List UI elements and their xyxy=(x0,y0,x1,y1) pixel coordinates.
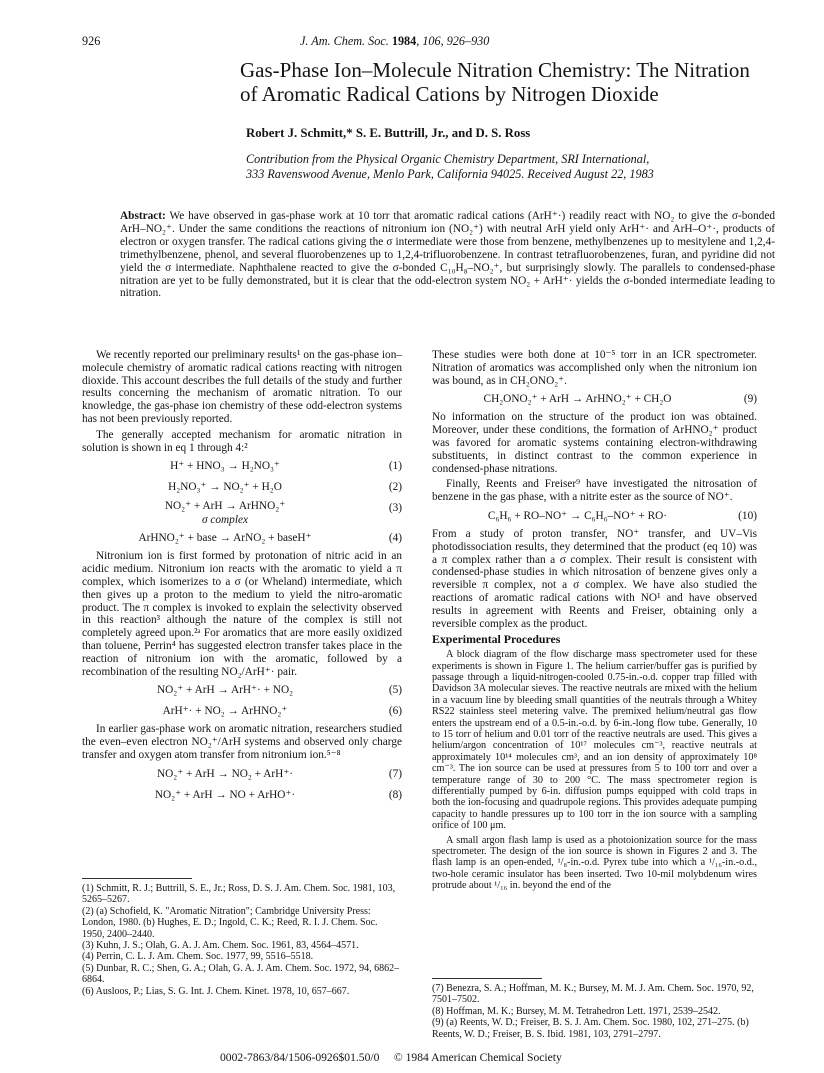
equation-7-number: (7) xyxy=(388,767,402,780)
abstract-text: We have observed in gas-phase work at 10 torr that aromatic radical cations (ArH⁺·) readily react with NO₂ to give the σ-bonded ArH–NO₂⁺. Under the same conditions the reactions of nitronium ion (NO₂⁺) with neutral ArH yield only ArH⁺· and ArH–O⁺·, products of electron or oxygen transfer. The radical cations giving the σ intermediate were those from benzene, methylbenzenes up to mesitylene and 1,2,4-trimethylbenzene, phenol, and several fluorobenzenes up to 1,2,4-trifluorobenzene. In contrast tetrafluorobenzenes, furan, and pyridine did not yield the σ intermediate. Naphthalene reacted to give the σ-bonded C₁₀H₈–NO₂⁺, but surprisingly slowly. The parallels to condensed-phase nitration are yet to be fully demonstrated, but it is clear that the odd-electron system NO₂ + ArH⁺· yields the σ-bonded intermediate leading to nitration. xyxy=(120,210,775,300)
right-column xyxy=(432,349,757,895)
equation-8-formula: NO₂⁺ + ArH → NO + ArHO⁺· xyxy=(154,788,296,801)
footer-copyright: © 1984 American Chemical Society xyxy=(393,1051,562,1064)
author-list: Robert J. Schmitt,* S. E. Buttrill, Jr., and D. S. Ross xyxy=(246,126,531,140)
equation-7-formula: NO₂⁺ + ArH → NO₂ + ArH⁺· xyxy=(156,767,294,780)
footnote-3: (3) Kuhn, J. S.; Olah, G. A. J. Am. Chem. Soc. 1961, 83, 4564–4571. xyxy=(82,940,359,952)
equation-3-formula xyxy=(82,499,368,527)
right-footnote-rule xyxy=(432,978,542,979)
equation-4-formula: ArHNO₂⁺ + base → ArNO₂ + baseH⁺ xyxy=(138,532,312,545)
equation-4-number: (4) xyxy=(388,532,402,545)
right-paragraph-4: From a study of proton transfer, NO⁺ transfer, and UV–Vis photodissociation results, they determined that the product (eq 10) was a π complex rather than a σ complex. Their result is consistent with condensed-phase studies in which nitrosation of benzene gives only a reversible π complex, not a σ complex. We have also studied the reactions of aromatic radical cations with NO¹ and have observed results in agreement with Reents and Freiser, obtaining only a reversible complex as the product. xyxy=(432,527,757,630)
right-footnotes xyxy=(432,983,757,1040)
title-line-1: Gas-Phase Ion–Molecule Nitration Chemistry: The Nitration xyxy=(240,58,750,82)
footnote-9: (9) (a) Reents, W. D.; Freiser, B. S. J. Am. Chem. Soc. 1980, 102, 271–275. (b) Reents, W. D.; Freiser, B. S. Ibid. 1981, 103, 2791–2797. xyxy=(432,1017,749,1040)
footnote-7: (7) Benezra, S. A.; Hoffman, M. K.; Bursey, M. M. J. Am. Chem. Soc. 1970, 92, 7501–7502. xyxy=(432,983,754,1006)
title-line-2: of Aromatic Radical Cations by Nitrogen Dioxide xyxy=(240,82,659,106)
equation-2-number: (2) xyxy=(388,481,402,494)
footnote-2: (2) (a) Schofield, K. "Aromatic Nitration"; Cambridge University Press: London, 1980. (b) Hughes, E. D.; Ingold, C. K.; Reed, R. I. J. Chem. Soc. 1950, 2400–2440. xyxy=(82,905,378,940)
equation-1-formula: H⁺ + HNO₃ → H₂NO₃⁺ xyxy=(170,460,280,473)
equation-3-main: NO₂⁺ + ArH → ArHNO₂⁺ xyxy=(164,500,286,513)
equation-3-sublabel: σ complex xyxy=(201,514,249,527)
affiliation-line-1: Contribution from the Physical Organic Chemistry Department, SRI International, xyxy=(246,152,650,166)
left-paragraph-1: We recently reported our preliminary results¹ on the gas-phase ion–molecule chemistry of aromatic radical cations reacting with nitrogen dioxide. This account describes the full details of the study and further results concerning the mechanism of aromatic nitration. To our knowledge, the gas-phase ion chemistry of these odd-electron systems has not been previously reported. xyxy=(82,349,402,425)
equation-9-number: (9) xyxy=(743,393,757,406)
affiliation-line-2: 333 Ravenswood Avenue, Menlo Park, California 94025. Received August 22, 1983 xyxy=(246,167,654,181)
left-footnotes xyxy=(82,883,402,997)
equation-9-formula: CH₂ONO₂⁺ + ArH → ArHNO₂⁺ + CH₂O xyxy=(483,393,672,406)
equation-1-number: (1) xyxy=(388,460,402,473)
right-paragraph-5: A block diagram of the flow discharge mass spectrometer used for these experiments is shown in Figure 1. The helium carrier/buffer gas is purified by passage through a liquid-nitrogen-cooled 0.75-in.-o.d. copper trap filled with Davidson 3A molecular sieves. The reactive neutrals are mixed with the helium in a vacuum line by bleeding small quantities of the neutrals through a Whitey RS22 stainless steel metering valve. The premixed helium/neutral gas flow enters the upstream end of a 0.5-in.-o.d. by 6-in.-long flow tube. Generally, 10 to 15 torr of helium and 0.01 torr of the reactive neutrals are used. This gives a helium/argon concentration of 10¹⁷ molecules cm⁻³, reactive neutrals at approximately 10¹⁴ molecules cm³, and an ion density of approximately 10⁸ cm⁻³. The ion source can be used at pressures from 5 to 100 torr and over a temperature range of 30 to 200 °C. The mass spectrometer region is differentially pumped by 6-in. diffusion pumps equipped with cold traps in both the ion-focusing and quadrupole regions. This provides adequate pumping capacity to handle pressures up to 100 torr in the ion source with a sampling orifice of 100 μm. xyxy=(432,649,757,832)
right-paragraph-3: Finally, Reents and Freiser⁹ have investigated the nitrosation of benzene in the gas phase, with a nitrite ester as the source of NO⁺. xyxy=(432,478,757,504)
left-paragraph-2: The generally accepted mechanism for aromatic nitration in solution is shown in eq 1 through 4:² xyxy=(82,428,402,454)
right-paragraph-6: A small argon flash lamp is used as a photoionization source for the mass spectrometer. The design of the ion source is shown in Figures 2 and 3. The flash lamp is an open-ended, ¹/₈-in.-o.d. Pyrex tube into which a ¹/₁₆-in.-o.d., two-hole ceramic insulator has been inserted. Two 10-mil molybdenum wires protrude about ¹/₁₆ in. beyond the end of the xyxy=(432,834,757,892)
abstract-label: Abstract: xyxy=(120,210,166,222)
right-paragraph-2: No information on the structure of the product ion was obtained. Moreover, under these conditions, the formation of ArHNO₂⁺ product was favored for aromatic systems containing electron-withdrawing substituents, in distinct contrast to the common experience in condensed-phase nitrations. xyxy=(432,411,757,475)
equation-5-number: (5) xyxy=(388,684,402,697)
footnote-4: (4) Perrin, C. L. J. Am. Chem. Soc. 1977, 99, 5516–5518. xyxy=(82,951,314,963)
equation-4 xyxy=(82,529,402,548)
equation-5-formula: NO₂⁺ + ArH → ArH⁺· + NO₂ xyxy=(156,684,294,697)
abstract xyxy=(120,210,775,300)
equation-6-formula: ArH⁺· + NO₂ → ArHNO₂⁺ xyxy=(162,705,288,718)
footnote-1: (1) Schmitt, R. J.; Buttrill, S. E., Jr.; Ross, D. S. J. Am. Chem. Soc. 1981, 103, 5265–5267. xyxy=(82,883,396,906)
equation-6-number: (6) xyxy=(388,705,402,718)
page-footer xyxy=(220,1051,562,1064)
footnote-6: (6) Ausloos, P.; Lias, S. G. Int. J. Chem. Kinet. 1978, 10, 657–667. xyxy=(82,985,350,997)
right-paragraph-1: These studies were both done at 10⁻⁵ torr in an ICR spectrometer. Nitration of aromatics was accomplished only when the nitronium ion was bound, as in CH₂ONO₂⁺. xyxy=(432,349,757,387)
footnote-5: (5) Dunbar, R. C.; Shen, G. A.; Olah, G. A. J. Am. Chem. Soc. 1972, 94, 6862–6864. xyxy=(82,962,400,986)
left-column xyxy=(82,349,402,807)
equation-10-number: (10) xyxy=(738,509,757,522)
footer-code: 0002-7863/84/1506-0926$01.50/0 xyxy=(220,1051,380,1064)
equation-2 xyxy=(82,478,402,497)
equation-8 xyxy=(82,786,402,805)
equation-10 xyxy=(432,507,757,526)
affiliation xyxy=(246,152,786,182)
equation-6 xyxy=(82,702,402,721)
article-title xyxy=(240,58,800,106)
left-footnote-rule xyxy=(82,878,192,879)
equation-1 xyxy=(82,457,402,476)
journal-volume-pages: , 106, 926–930 xyxy=(416,34,490,48)
equation-9 xyxy=(432,390,757,409)
left-paragraph-3: Nitronium ion is first formed by protonation of nitric acid in an acidic medium. Nitronium ion reacts with the aromatic to yield a π complex, which isomerizes to a σ (or Wheland) intermediate, which then gives up a proton to the medium to yield the nitro-aromatic product. The π complex is invoked to explain the selectivity observed in this reaction³ although the nature of the complex is still not completely agreed upon.²ᵃ For aromatics that are more easily oxidized than toluene, Perrin⁴ has suggested electron transfer takes place in the reaction of nitronium ion with the aromatic, followed by a recombination of the resulting NO₂/ArH⁺· pair. xyxy=(82,550,402,678)
running-header xyxy=(300,34,489,49)
equation-7 xyxy=(82,765,402,784)
journal-name: J. Am. Chem. Soc. xyxy=(300,34,389,48)
equation-3 xyxy=(82,499,402,527)
page-number: 926 xyxy=(82,34,101,48)
equation-8-number: (8) xyxy=(388,788,402,801)
footnote-8: (8) Hoffman, M. K.; Bursey, M. M. Tetrahedron Lett. 1971, 2539–2542. xyxy=(432,1005,721,1017)
equation-10-formula: C₆H₆ + RO–NO⁺ → C₆H₆–NO⁺ + RO· xyxy=(487,509,668,522)
equation-3-number: (3) xyxy=(388,502,402,515)
left-paragraph-4: In earlier gas-phase work on aromatic nitration, researchers studied the even–even electron NO₂⁺/ArH systems and observed only charge transfer and oxygen atom transfer from nitronium ion.⁵⁻⁸ xyxy=(82,723,402,761)
journal-year: 1984 xyxy=(391,34,417,48)
section-heading: Experimental Procedures xyxy=(432,632,561,647)
equation-5 xyxy=(82,681,402,700)
equation-2-formula: H₂NO₃⁺ → NO₂⁺ + H₂O xyxy=(168,481,282,494)
